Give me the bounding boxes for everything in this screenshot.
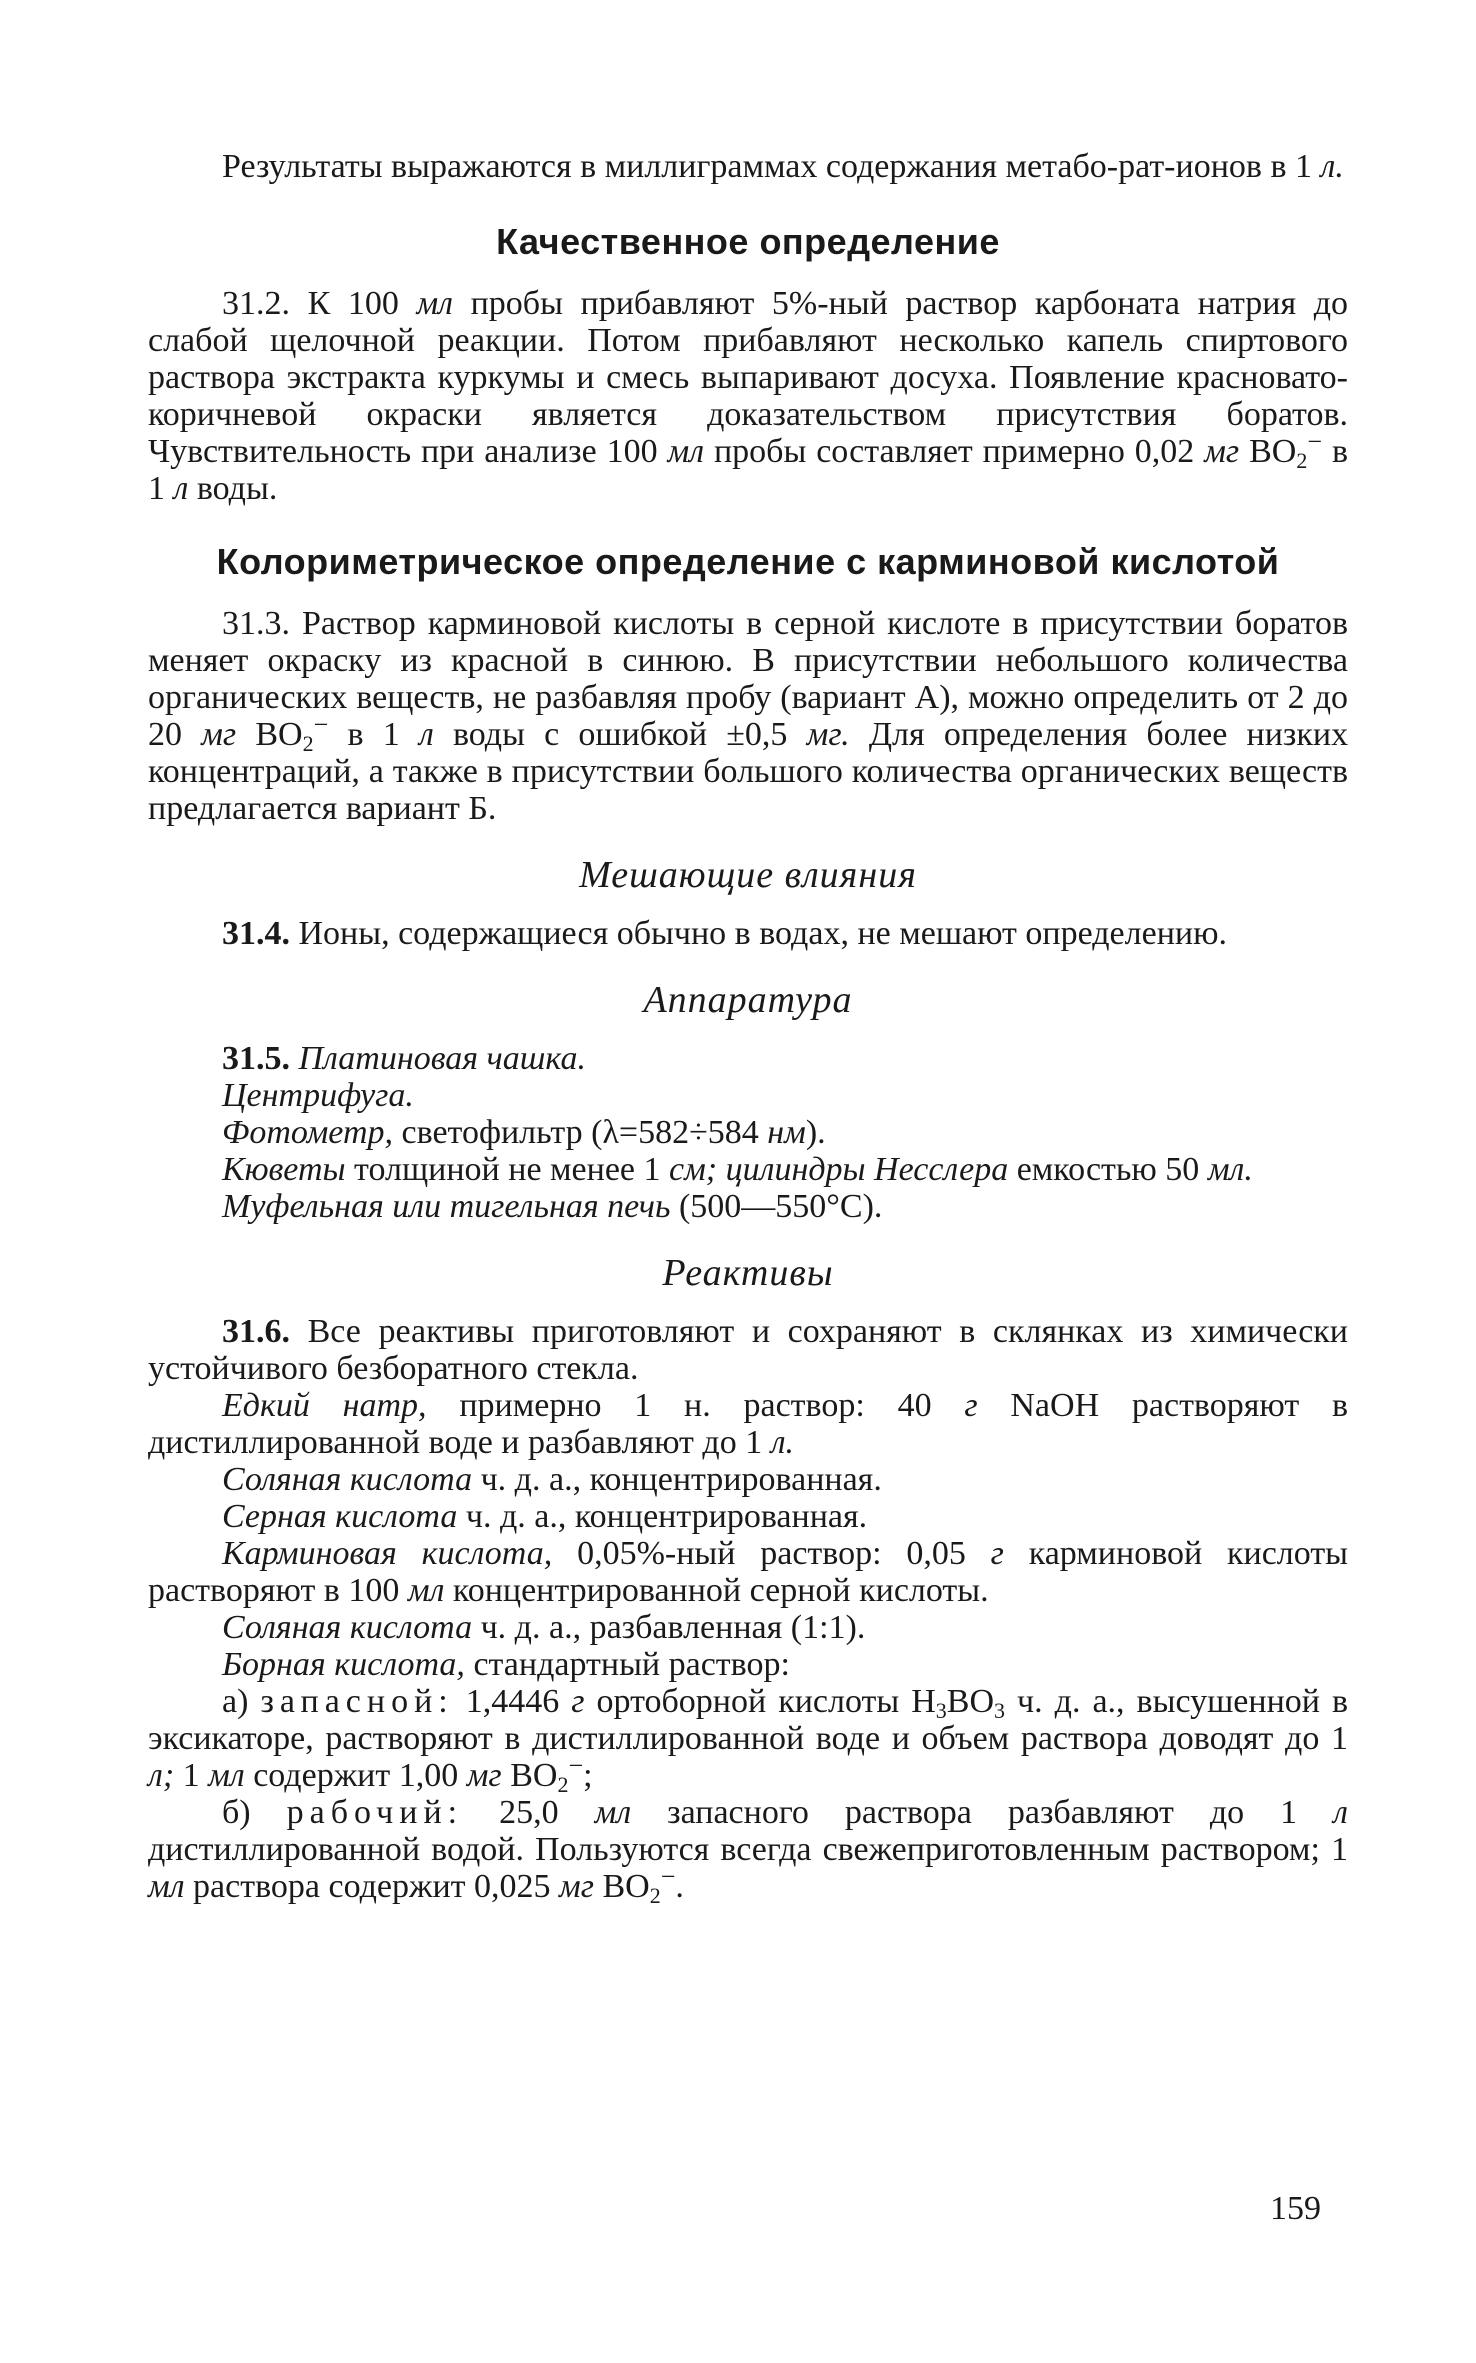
page-body <box>148 148 1349 1908</box>
paragraph-31-4: 31.4. Ионы, содержащиеся обычно в водах, не мешают определению. <box>222 915 1227 952</box>
boric-acid-stock: а) запасной: 1,4446 г ортоборной кислоты $H_3BO_3$ ч. д. а., высушенной в эксикаторе, растворяют в дистиллированной воде и объем раствора доводят до 1 л; 1 мл содержит 1,00 мг $BO_2^-$; <box>148 1683 1349 1797</box>
intro-paragraph: Результаты выражаются в миллиграммах содержания метабо-рат-ионов в 1 л. <box>222 148 1344 185</box>
paragraph-31-3: 31.3. Раствор карминовой кислоты в серной кислоте в присутствии боратов меняет окраску из красной в синюю. В присутствии небольшого количества органических веществ, не разбавляя пробу (вариант А), можно определить от 2 до 20 мг $BO_2^-$ в 1 л воды с ошибкой ±0,5 мг. Для определения более низких концентраций, а также в присутствии большого количества органических веществ предлагается вариант Б. <box>148 605 1349 827</box>
reagent-naoh: Едкий натр, примерно 1 н. раствор: 40 г NaOH растворяют в дистиллированной воде и разбавляют до 1 л. <box>148 1387 1349 1461</box>
paragraph-31-6: 31.6. Все реактивы приготовляют и сохраняют в склянках из химически устойчивого безборатного стекла. <box>148 1313 1349 1387</box>
reagent-boric-acid: Борная кислота, стандартный раствор: <box>222 1646 790 1683</box>
page-number: 159 <box>1270 2190 1321 2227</box>
apparatus-item-furnace: Муфельная или тигельная печь (500—550°C). <box>222 1188 883 1225</box>
heading-qualitative: Качественное определение <box>496 221 1000 262</box>
reagent-hcl-dilute: Соляная кислота ч. д. а., разбавленная (1:1). <box>222 1609 866 1646</box>
boric-acid-working: б) рабочий: 25,0 мл запасного раствора разбавляют до 1 л дистиллированной водой. Пользуются всегда свежеприготовленным раствором; 1 мл раствора содержит 0,025 мг $BO_2^-$. <box>148 1794 1348 1908</box>
heading-interference: Мешающие влияния <box>579 854 917 896</box>
heading-reagents: Реактивы <box>662 1252 834 1294</box>
apparatus-item-photometer: Фотометр, светофильтр (λ=582÷584 нм). <box>222 1114 826 1151</box>
heading-colorimetric: Колориметрическое определение с карминовой кислотой <box>216 541 1280 582</box>
apparatus-item-cuvettes: Кюветы толщиной не менее 1 см; цилиндры Несслера емкостью 50 мл. <box>222 1151 1253 1188</box>
reagent-h2so4: Серная кислота ч. д. а., концентрированная. <box>222 1498 868 1535</box>
apparatus-item-centrifuge: Центрифуга. <box>222 1077 414 1114</box>
paragraph-31-2: 31.2. К 100 мл пробы прибавляют 5%-ный раствор карбоната натрия до слабой щелочной реакции. Потом прибавляют несколько капель спиртового раствора экстракта куркумы и смесь выпаривают досуха. Появление красновато-коричневой окраски является доказательством присутствия боратов. Чувствительность при анализе 100 мл пробы составляет примерно 0,02 мг $BO_2^-$ в 1 л воды. <box>148 285 1349 507</box>
apparatus-item-platinum: 31.5. Платиновая чашка. <box>222 1040 586 1077</box>
reagent-hcl-conc: Соляная кислота ч. д. а., концентрированная. <box>222 1461 882 1498</box>
heading-apparatus: Аппаратура <box>643 979 853 1021</box>
reagent-carminic-acid: Карминовая кислота, 0,05%-ный раствор: 0,05 г карминовой кислоты растворяют в 100 мл концентрированной серной кислоты. <box>148 1535 1349 1609</box>
